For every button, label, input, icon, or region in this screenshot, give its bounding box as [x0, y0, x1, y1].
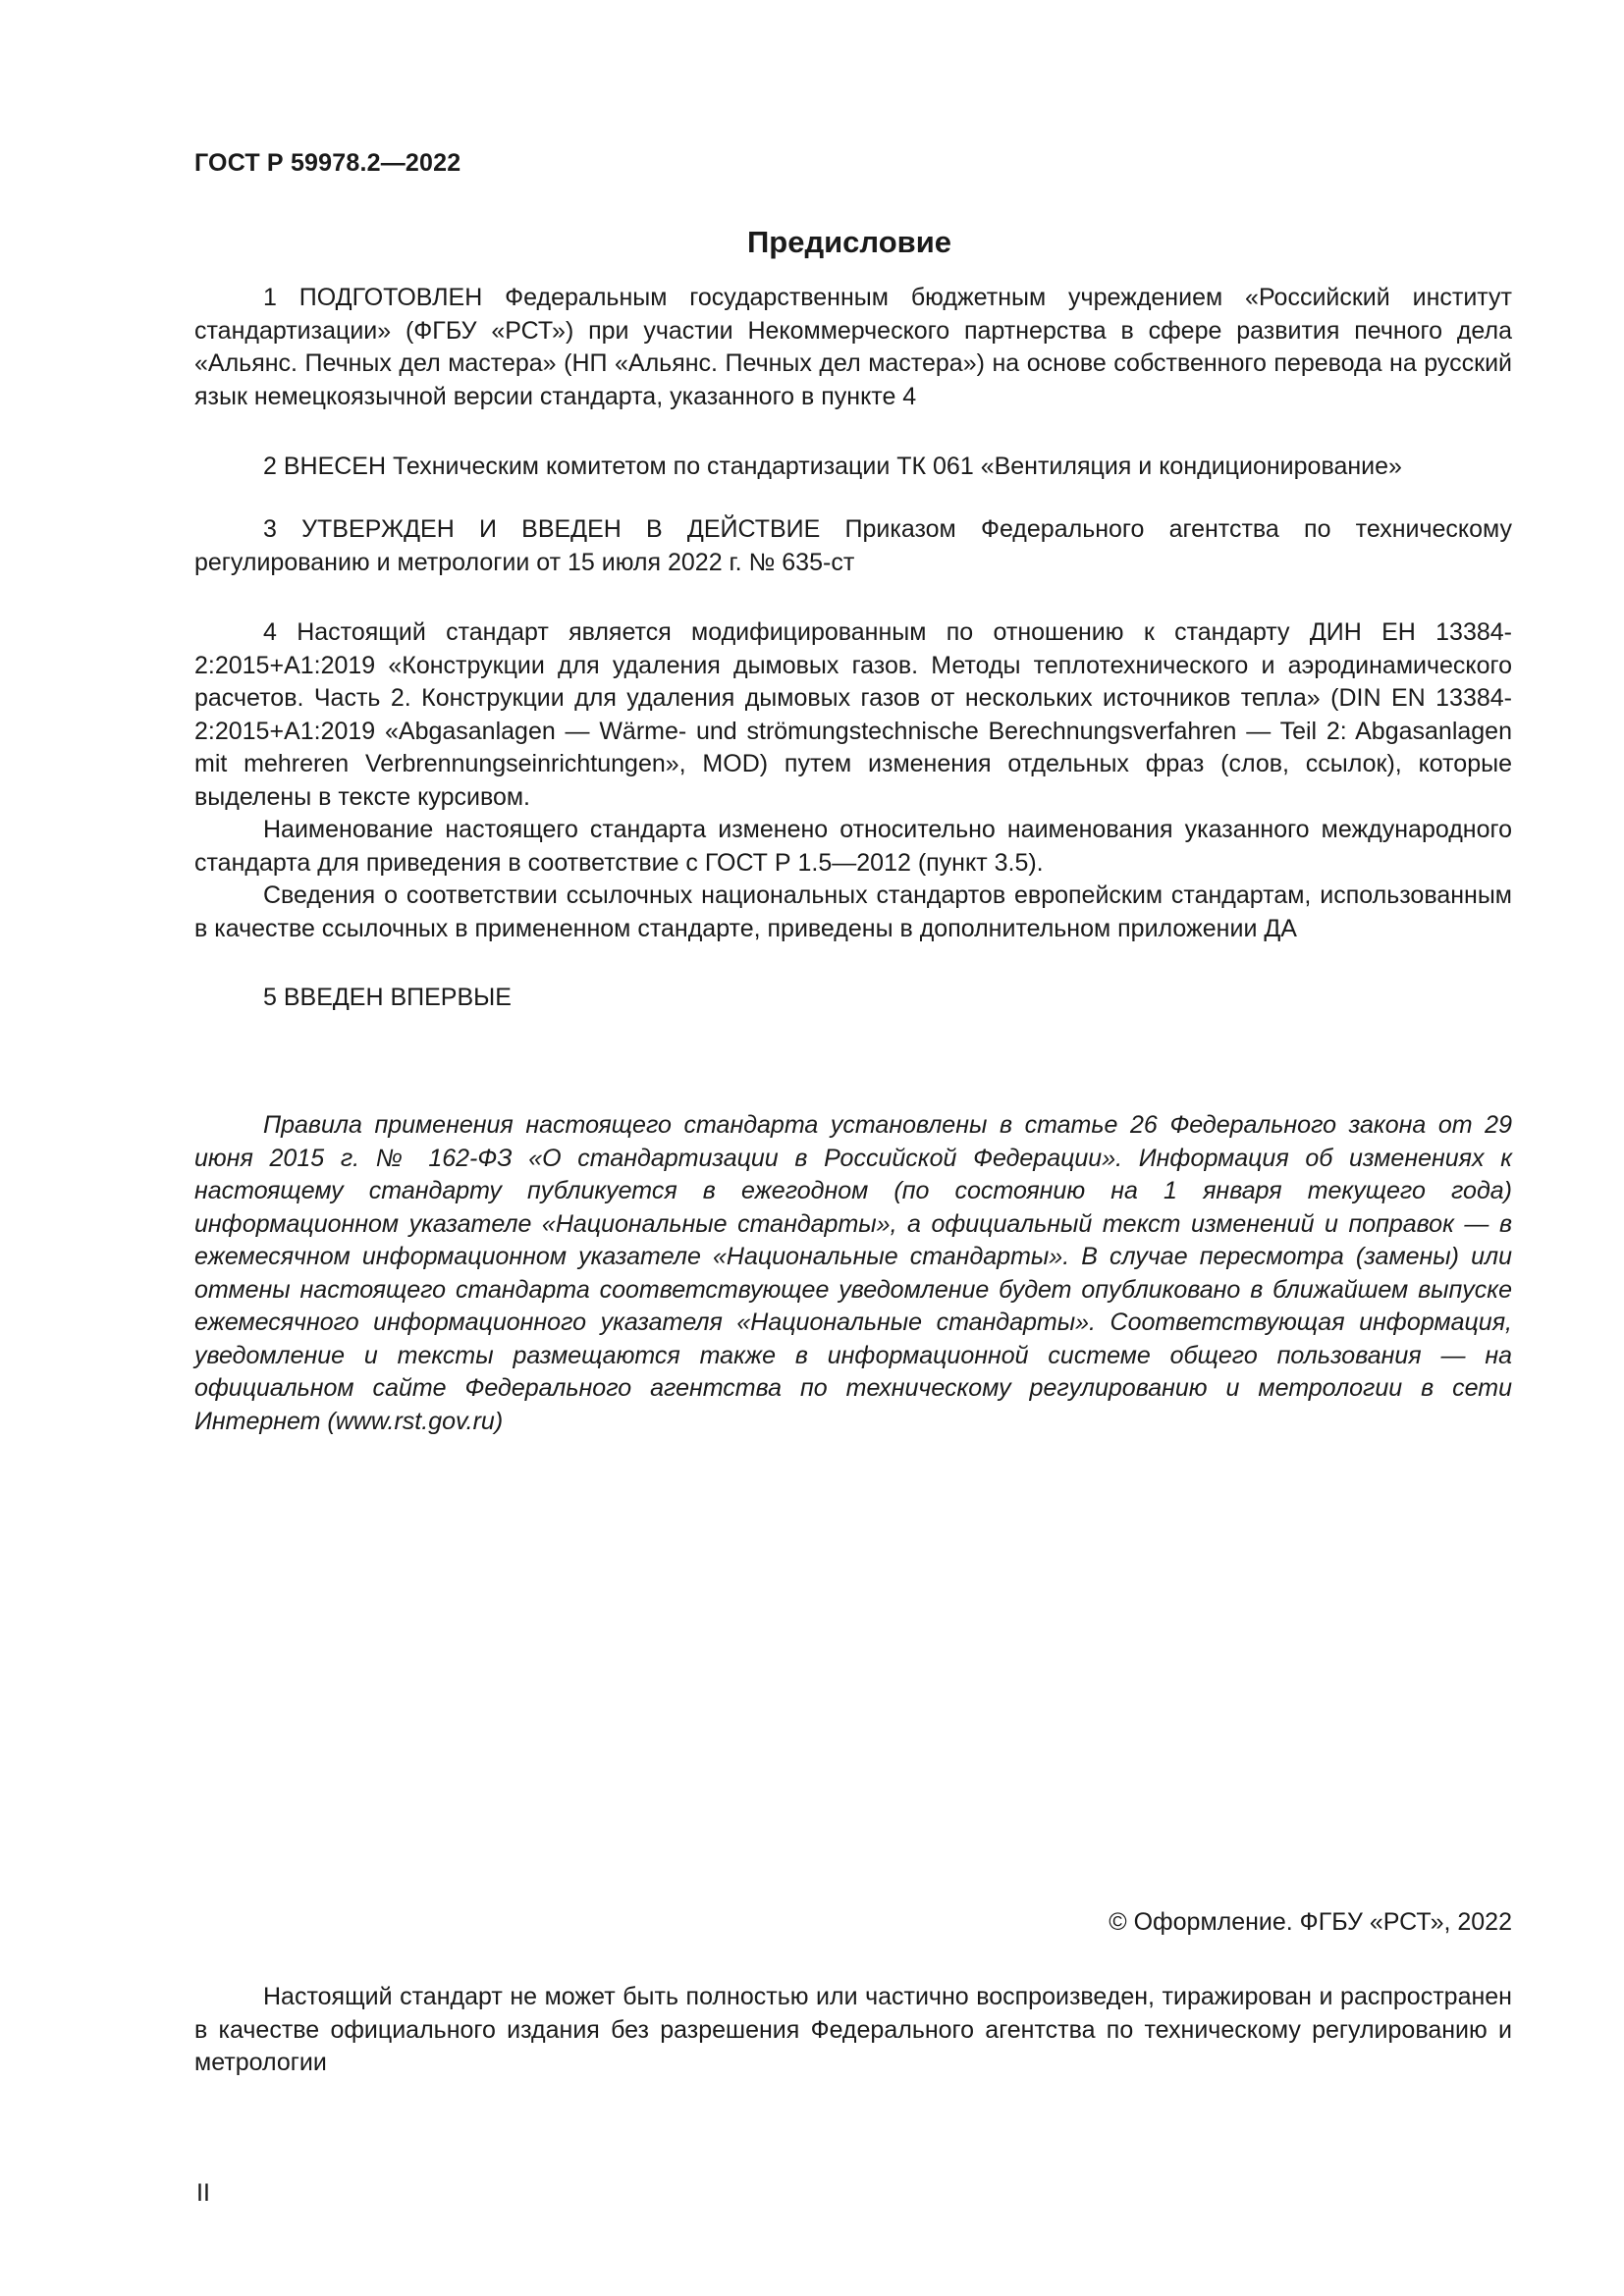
rules-notice — [194, 1109, 1512, 1438]
item-1-text: 1 ПОДГОТОВЛЕН Федеральным государственным бюджетным учреждением «Российский институт стандартизации» (ФГБУ «РСТ») при участии Некоммерческого партнерства в сфере развития печного дела «Альянс. Печных дел мастера» (НП «Альянс. Печных дел мастера») на основе собственного перевода на русский язык немецкоязычной версии стандарта, указанного в пункте 4 — [194, 284, 1512, 410]
copyright-notice: © Оформление. ФГБУ «РСТ», 2022 — [1109, 1908, 1512, 1936]
foreword-item-2 — [194, 451, 1512, 484]
item-5-text: 5 ВВЕДЕН ВПЕРВЫЕ — [263, 984, 512, 1011]
rules-notice-text: Правила применения настоящего стандарта установлены в статье 26 Федерального закона от 29 июня 2015 г. № 162-ФЗ «О стандартизации в Российской Федерации». Информация об изменениях к настоящему стандарту публикуется в ежегодном (по состоянию на 1 января текущего года) информационном указателе «Национальные стандарты», а официальный текст изменений и поправок — в ежемесячном информационном указателе «Национальные стандарты». В случае пересмотра (замены) или отмены настоящего стандарта соответствующее уведомление будет опубликовано в ближайшем выпуске ежемесячного информационного указателя «Национальные стандарты». Соответствующая информация, уведомление и тексты размещаются также в информационной системе общего пользования — на официальном сайте Федерального агентства по техническому регулированию и метрологии в сети Интернет (www.rst.gov.ru) — [194, 1111, 1512, 1435]
item-2-text: 2 ВНЕСЕН Техническим комитетом по стандартизации ТК 061 «Вентиляция и кондиционирование» — [263, 453, 1402, 480]
foreword-item-1 — [194, 282, 1512, 413]
item-4-paragraph-3: Сведения о соответствии ссылочных национальных стандартов европейским стандартам, использованным в качестве ссылочных в примененном стандарте, приведены в дополнительном приложении ДА — [194, 881, 1512, 942]
reproduction-notice-text: Настоящий стандарт не может быть полностью или частично воспроизведен, тиражирован и распространен в качестве официального издания без разрешения Федерального агентства по техническому регулированию и метрологии — [194, 1983, 1512, 2076]
page-number: II — [196, 2179, 210, 2207]
foreword-item-4 — [194, 616, 1512, 945]
page-title: Предисловие — [746, 225, 951, 259]
reproduction-notice — [194, 1981, 1512, 2080]
item-4-paragraph-1: 4 Настоящий стандарт является модифицированным по отношению к стандарту ДИН ЕН 13384-2:2015+А1:2019 «Конструкции для удаления дымовых газов. Методы теплотехнического и аэродинамического расчетов. Часть 2. Конструкции для удаления дымовых газов от нескольких источников тепла» (DIN EN 13384-2:2015+A1:2019 «Abgasanlagen — Wärme- und strömungstechnische Berechnungsverfahren — Teil 2: Abgasanlagen mit mehreren Verbrennungseinrichtungen», MOD) путем изменения отдельных фраз (слов, ссылок), которые выделены в тексте курсивом. — [194, 618, 1512, 811]
item-3-text: 3 УТВЕРЖДЕН И ВВЕДЕН В ДЕЙСТВИЕ Приказом Федерального агентства по техническому регулированию и метрологии от 15 июля 2022 г. № 635-ст — [194, 515, 1512, 576]
item-4-paragraph-2: Наименование настоящего стандарта изменено относительно наименования указанного международного стандарта для приведения в соответствие с ГОСТ Р 1.5—2012 (пункт 3.5). — [194, 816, 1512, 877]
foreword-item-3 — [194, 513, 1512, 579]
foreword-item-5 — [194, 982, 1512, 1015]
document-code: ГОСТ Р 59978.2—2022 — [194, 149, 461, 177]
